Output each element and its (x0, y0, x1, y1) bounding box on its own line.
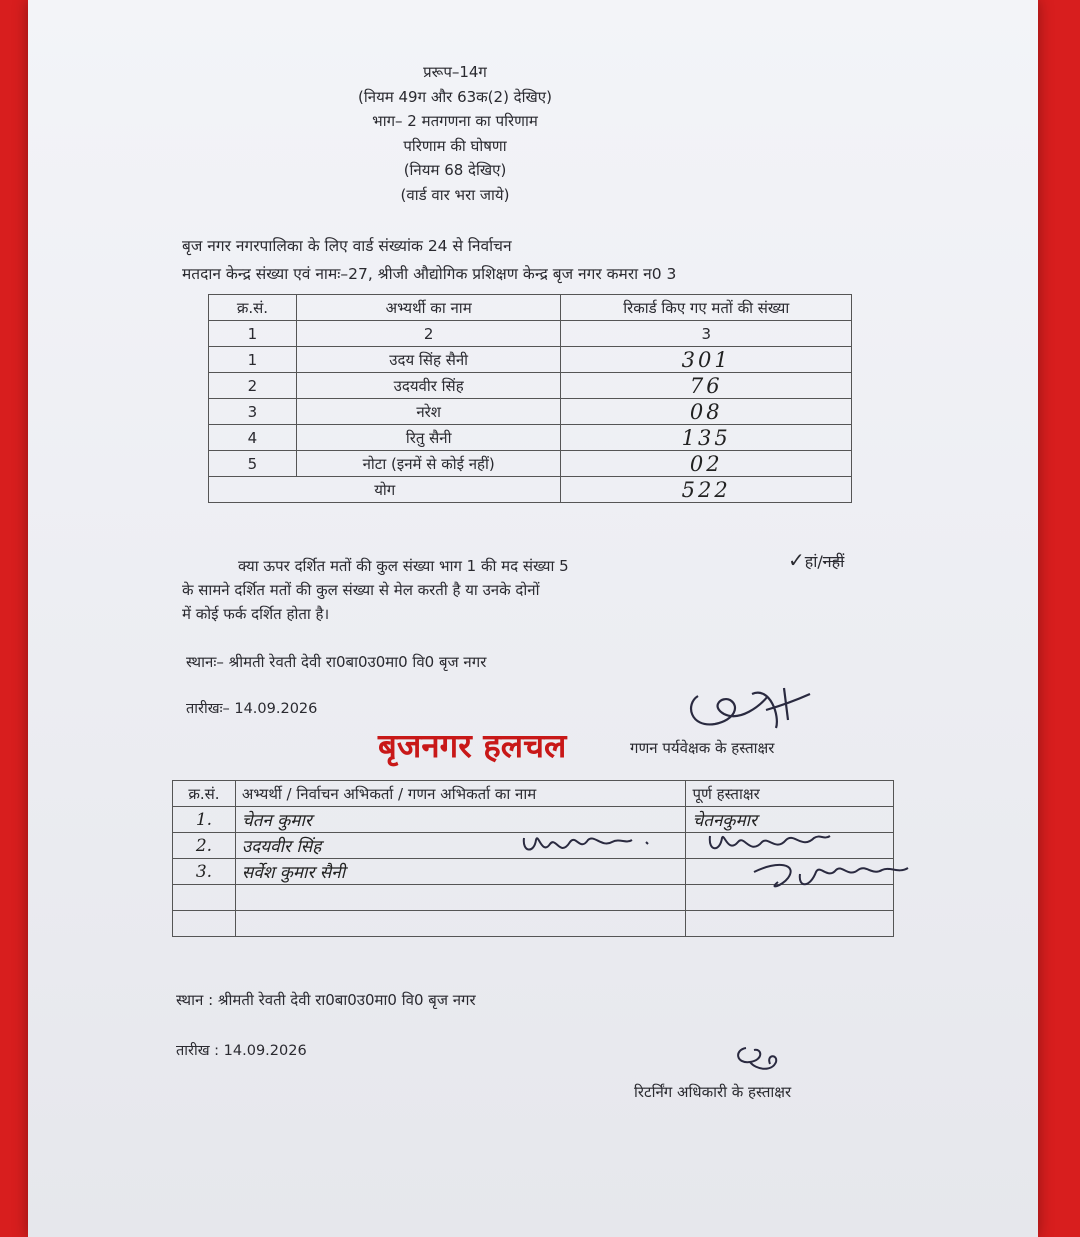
yes-no-answer (788, 548, 844, 572)
results-table (208, 294, 852, 503)
row-candidate: नोटा (इनमें से कोई नहीं) (296, 451, 561, 477)
agent-sn: 2. (173, 833, 236, 859)
column-number: 2 (296, 321, 561, 347)
watermark-logo: बृजनगर हलचल (378, 726, 567, 765)
row-sn: 4 (209, 425, 297, 451)
agent-sn: 3. (173, 859, 236, 885)
yes-option: हां (804, 552, 818, 571)
agents-header-name: अभ्यर्थी / निर्वाचन अभिकर्ता / गणन अभिकर्ता का नाम (235, 781, 686, 807)
ward-instruction: (वार्ड वार भरा जाये) (400, 185, 510, 204)
agent-name: सर्वेश कुमार सैनी (235, 859, 686, 885)
rule-reference-68: (नियम 68 देखिए) (403, 161, 507, 179)
supervisor-signature-label: गणन पर्यवेक्षक के हस्ताक्षर (630, 739, 775, 757)
tick-icon: ✓ (788, 548, 805, 572)
no-option: नहीं (822, 552, 845, 571)
agent-name (235, 911, 686, 937)
agent-signature: चेतनकुमार (686, 807, 894, 833)
table-row (209, 347, 852, 373)
total-votes: 522 (561, 477, 852, 503)
header-candidate: अभ्यर्थी का नाम (296, 295, 561, 321)
row-votes: 301 (561, 347, 852, 373)
total-row (209, 477, 852, 503)
question-line-3: में कोई फर्क दर्शित होता है। (182, 605, 330, 623)
agent-sn (173, 911, 236, 937)
row-sn: 2 (209, 373, 297, 399)
returning-officer-signature-label: रिटर्निंग अधिकारी के हस्ताक्षर (634, 1083, 792, 1101)
row-sn: 1 (209, 347, 297, 373)
answer-separator: / (817, 552, 823, 571)
question-line-2: के सामने दर्शित मतों की कुल संख्या से मेल करती है या उनके दोनों (182, 581, 540, 599)
row-candidate: उदयवीर सिंह (296, 373, 561, 399)
row-candidate: नरेश (296, 399, 561, 425)
agent-signature (686, 911, 894, 937)
agents-header-row (173, 781, 894, 807)
column-number: 3 (561, 321, 852, 347)
total-label: योग (209, 477, 561, 503)
place-1: स्थानः– श्रीमती रेवती देवी रा0बा0उ0मा0 वि0 बृज नगर (186, 653, 487, 671)
returning-officer-signature-image (726, 1040, 786, 1080)
agent-sn: 1. (173, 807, 236, 833)
question-line-1: क्या ऊपर दर्शित मतों की कुल संख्या भाग 1 की मद संख्या 5 (238, 557, 569, 575)
row-votes: 08 (561, 399, 852, 425)
date-2: तारीख : 14.09.2026 (176, 1043, 307, 1059)
agent-name (235, 885, 686, 911)
form-number: प्ररूप–14ग (423, 63, 487, 81)
date-1: तारीखः– 14.09.2026 (186, 701, 318, 717)
part-title: भाग– 2 मतगणना का परिणाम (372, 112, 538, 130)
column-number-row (209, 321, 852, 347)
agents-header-sn: क्र.सं. (173, 781, 236, 807)
table-row (209, 399, 852, 425)
table-row (209, 373, 852, 399)
declaration-title: परिणाम की घोषणा (403, 136, 507, 155)
agent-sn (173, 885, 236, 911)
election-line: बृज नगर नगरपालिका के लिए वार्ड संख्यांक 24 से निर्वाचन (182, 237, 512, 255)
row-votes: 135 (561, 425, 852, 451)
table-row (173, 911, 894, 937)
results-header-row (209, 295, 852, 321)
table-row (209, 425, 852, 451)
rule-reference: (नियम 49ग और 63क(2) देखिए) (358, 87, 552, 106)
agent-3-full-signature-image (748, 854, 918, 894)
agent-name: उदयवीर सिंह (235, 833, 686, 859)
agent-name: चेतन कुमार (235, 807, 686, 833)
header-votes: रिकार्ड किए गए मतों की संख्या (561, 295, 852, 321)
row-sn: 3 (209, 399, 297, 425)
polling-station-line: मतदान केन्द्र संख्या एवं नामः–27, श्रीजी औद्योगिक प्रशिक्षण केन्द्र बृज नगर कमरा न0 3 (182, 265, 677, 283)
row-votes: 76 (561, 373, 852, 399)
table-row (209, 451, 852, 477)
row-sn: 5 (209, 451, 297, 477)
agents-header-signature: पूर्ण हस्ताक्षर (686, 781, 894, 807)
supervisor-signature-image (680, 676, 830, 736)
place-2: स्थान : श्रीमती रेवती देवी रा0बा0उ0मा0 वि0 बृज नगर (176, 991, 476, 1009)
agent-2-signature-image (520, 828, 660, 864)
row-candidate: उदय सिंह सैनी (296, 347, 561, 373)
column-number: 1 (209, 321, 297, 347)
form-heading (300, 60, 610, 207)
row-candidate: रितु सैनी (296, 425, 561, 451)
header-sn: क्र.सं. (209, 295, 297, 321)
row-votes: 02 (561, 451, 852, 477)
